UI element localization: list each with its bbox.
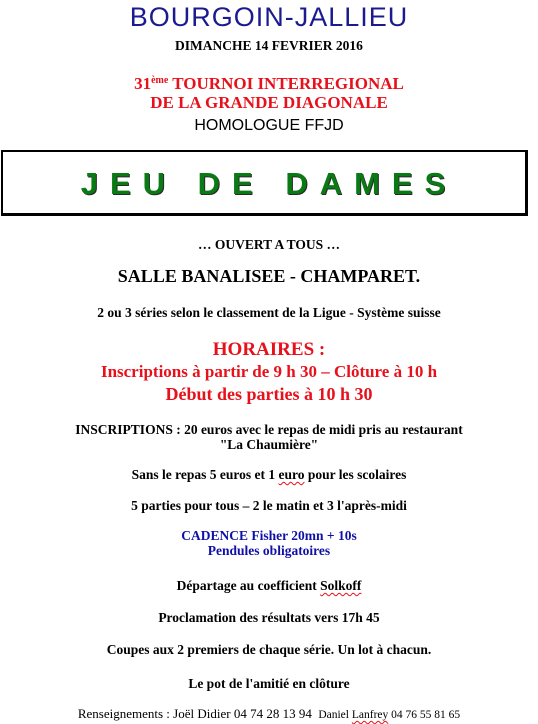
- start-time: Début des parties à 10 h 30: [165, 384, 373, 404]
- venue: SALLE BANALISEE - CHAMPARET.: [117, 266, 421, 286]
- series-info: 2 ou 3 séries selon le classement de la Ligue - Système suisse: [97, 305, 441, 320]
- cadence-info: CADENCE Fisher 20mn + 10s: [181, 528, 357, 543]
- no-meal-fee-a: Sans le repas 5 euros et 1: [131, 467, 279, 482]
- registration-fee-line1: INSCRIPTIONS : 20 euros avec le repas de midi pris au restaurant: [75, 422, 463, 437]
- tournament-ordinal: 31: [134, 74, 152, 93]
- banner-title: JEU DE DAMES: [80, 166, 458, 201]
- city-title: BOURGOIN-JALLIEU: [129, 2, 409, 32]
- open-to-all: … OUVERT A TOUS …: [197, 237, 341, 252]
- tournament-title-line2: DE LA GRANDE DIAGONALE: [150, 93, 388, 112]
- contact-person1: Joël Didier 04 74 28 13 94: [173, 706, 312, 721]
- tiebreak-info: [0, 577, 538, 594]
- event-date: DIMANCHE 14 FEVRIER 2016: [175, 38, 363, 53]
- registration-times: Inscriptions à partir de 9 h 30 – Clôture à 10 h: [100, 362, 438, 381]
- tournament-title-line1: [0, 71, 538, 94]
- contact-person2-b: Lanfrey: [351, 709, 389, 721]
- homologation-text: HOMOLOGUE FFJD: [194, 117, 344, 134]
- registration-fee-line2: "La Chaumière": [219, 437, 319, 452]
- tiebreak-b: Solkoff: [320, 578, 362, 593]
- contact-person2-a: Daniel: [318, 709, 352, 721]
- contact-person2-c: 04 76 55 81 65: [388, 709, 461, 721]
- contact-info: [0, 706, 538, 723]
- tournament-ordinal-suffix: ème: [151, 75, 169, 86]
- clocks-info: Pendules obligatoires: [207, 543, 331, 558]
- results-info: Proclamation des résultats vers 17h 45: [158, 610, 380, 625]
- contact-label: Renseignements :: [77, 706, 174, 721]
- closing-info: Le pot de l'amitié en clôture: [188, 676, 350, 691]
- no-meal-fee-b: euro: [278, 467, 305, 482]
- tiebreak-a: Départage au coefficient: [176, 578, 321, 593]
- no-meal-fee-c: pour les scolaires: [304, 467, 407, 482]
- prizes-info: Coupes aux 2 premiers de chaque série. Un lot à chacun.: [106, 642, 432, 657]
- tournament-title-text: TOURNOI INTERREGIONAL: [168, 74, 404, 93]
- no-meal-fee: [0, 466, 538, 483]
- games-info: 5 parties pour tous – 2 le matin et 3 l'après-midi: [131, 498, 407, 513]
- schedule-heading: HORAIRES :: [212, 339, 326, 360]
